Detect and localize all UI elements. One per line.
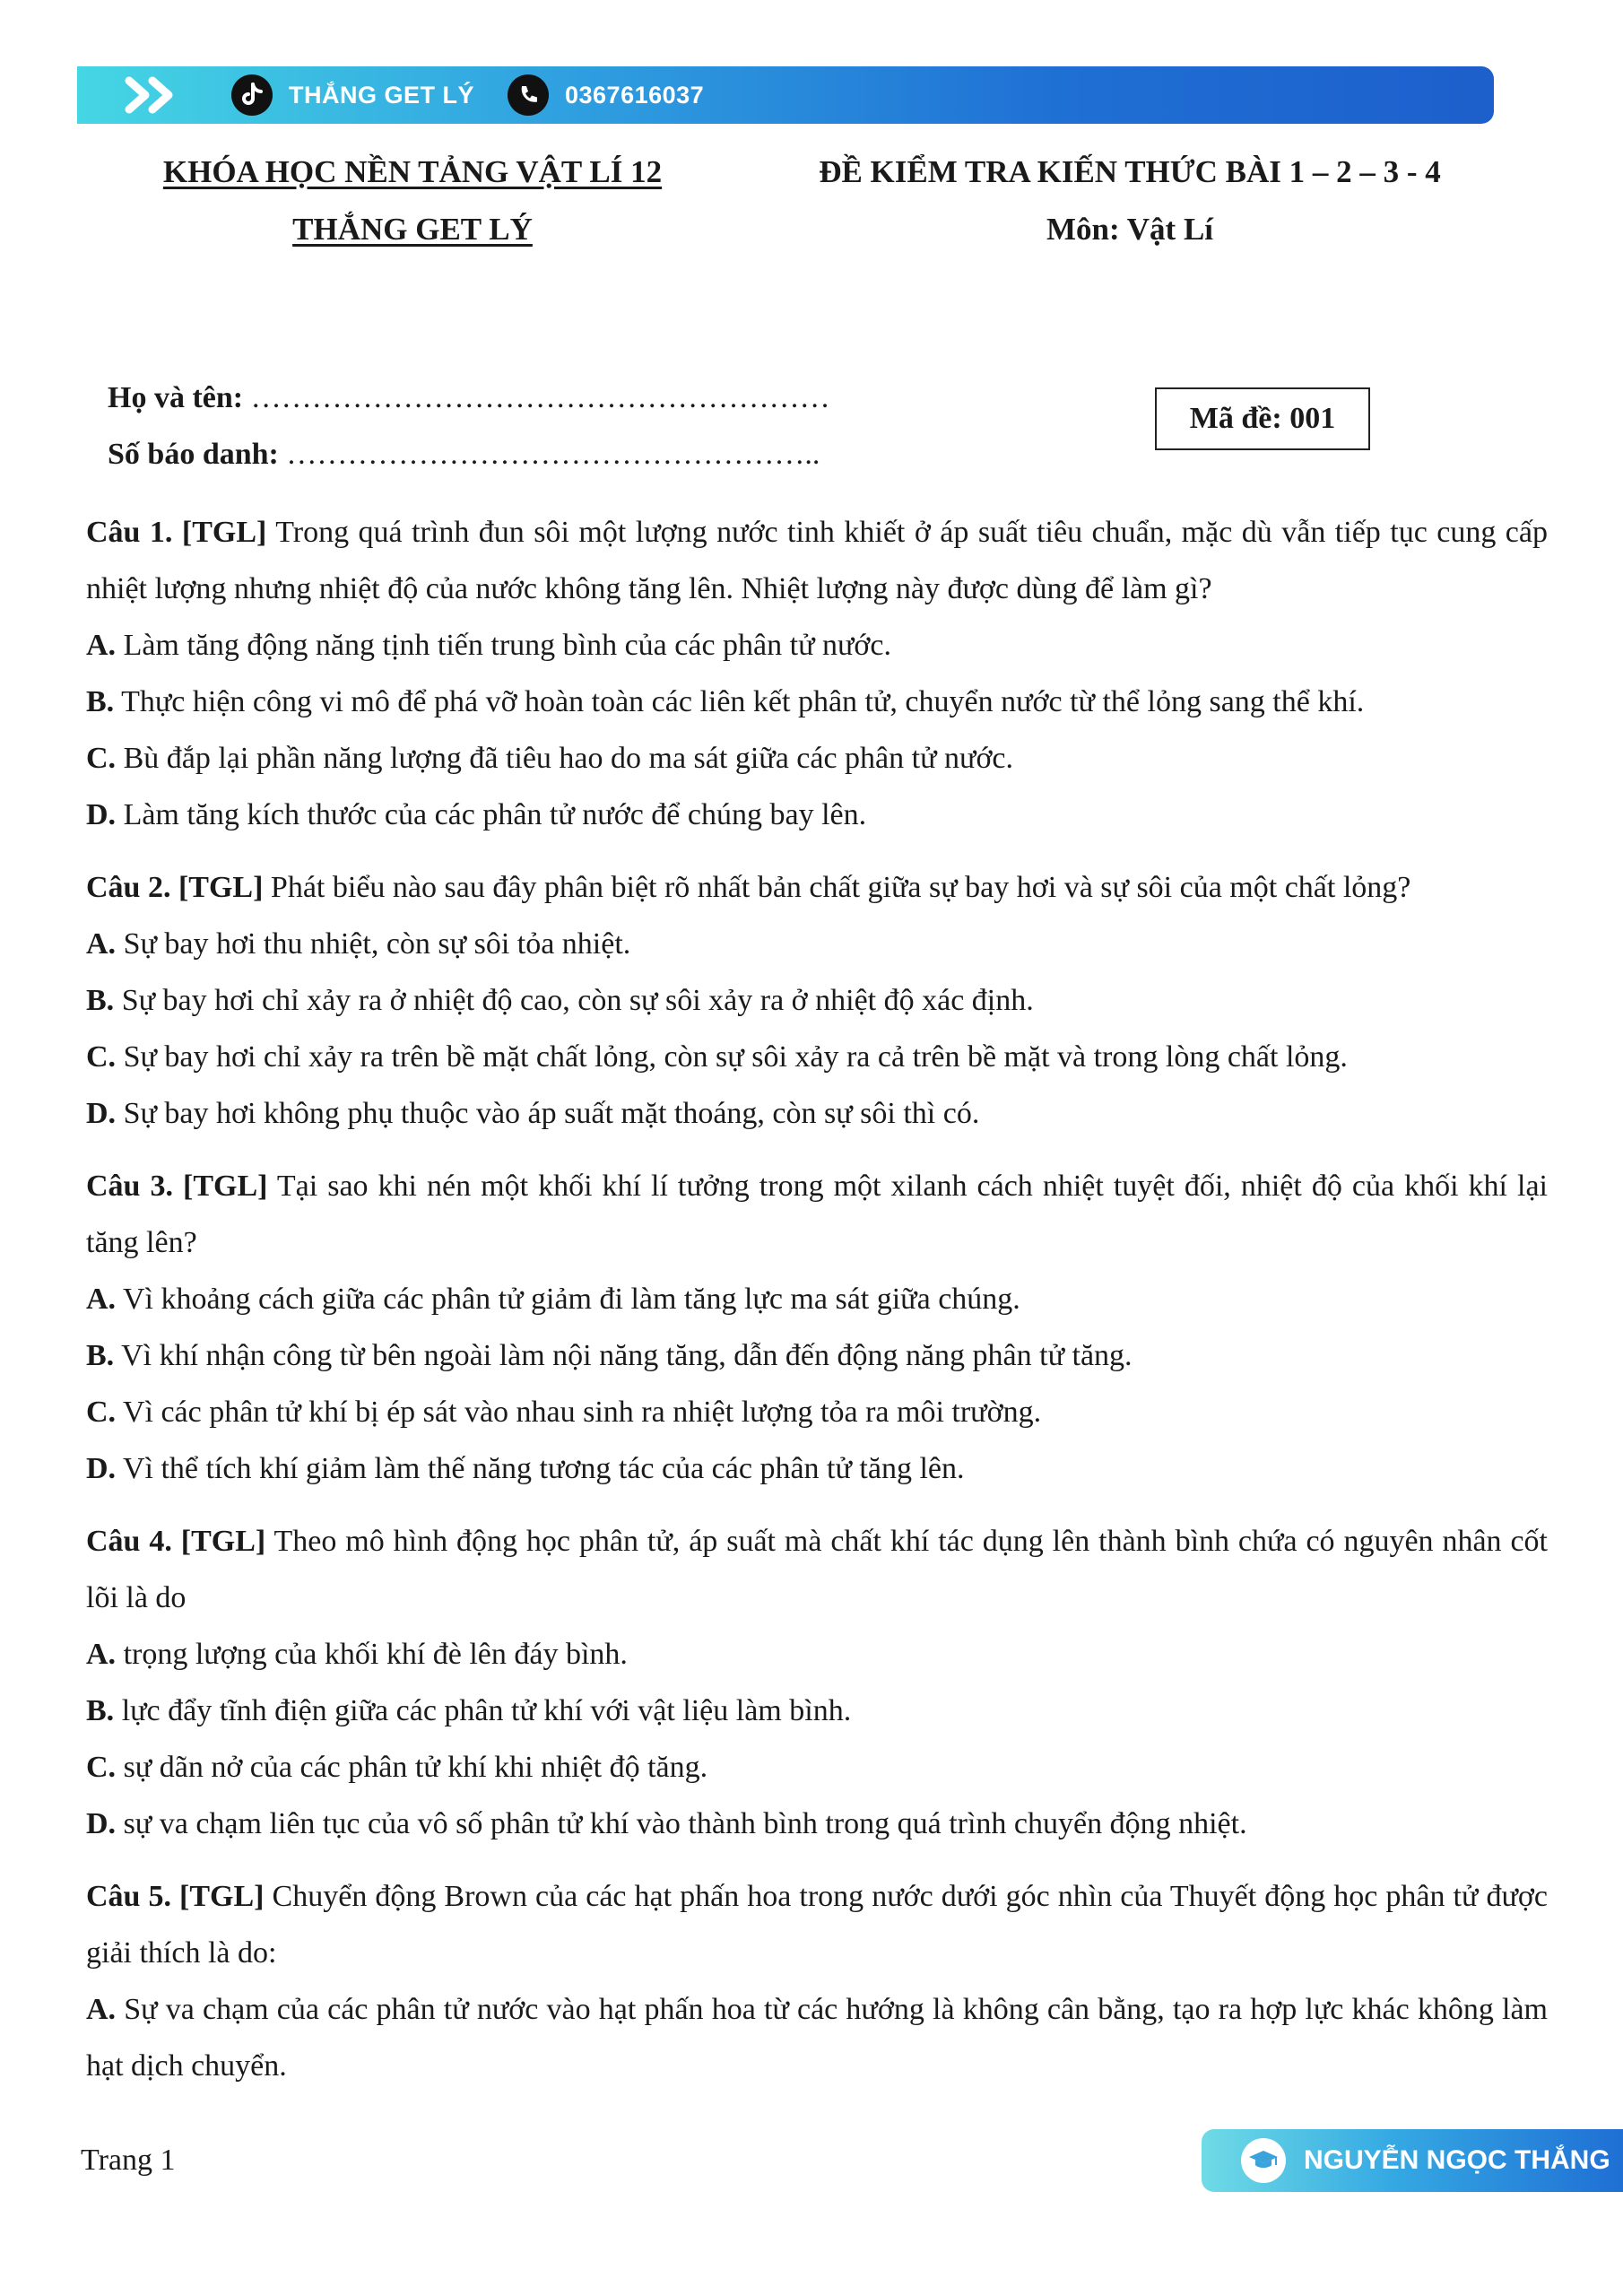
option-c[interactable] — [86, 1739, 1548, 1796]
question-stem — [86, 859, 1548, 916]
option-text: Làm tăng động năng tịnh tiến trung bình của các phân tử nước. — [116, 629, 892, 662]
option-text: Sự bay hơi chỉ xảy ra trên bề mặt chất lỏng, còn sự sôi xảy ra cả trên bề mặt và trong lòng chất lỏng. — [116, 1040, 1348, 1074]
phone-label: 0367616037 — [565, 81, 705, 109]
option-c[interactable] — [86, 730, 1548, 787]
tiktok-icon — [231, 74, 273, 116]
option-letter: A. — [86, 1993, 117, 2026]
author-badge — [1202, 2129, 1623, 2192]
option-text: Vì các phân tử khí bị ép sát vào nhau sinh ra nhiệt lượng tỏa ra môi trường. — [116, 1396, 1042, 1429]
option-letter: D. — [86, 798, 117, 831]
page-number: Trang 1 — [81, 2144, 176, 2177]
question-text: Chuyển động Brown của các hạt phấn hoa trong nước dưới góc nhìn của Thuyết động học phân tử được giải thích là do: — [86, 1880, 1548, 1970]
option-a[interactable] — [86, 1271, 1548, 1327]
course-teacher: THẮNG GET LÝ — [292, 212, 533, 247]
option-text: Vì khoảng cách giữa các phân tử giảm đi làm tăng lực ma sát giữa chúng. — [116, 1283, 1020, 1316]
option-letter: B. — [86, 1694, 115, 1727]
option-letter: C. — [86, 1751, 117, 1784]
option-text: lực đẩy tĩnh điện giữa các phân tử khí với vật liệu làm bình. — [114, 1694, 852, 1727]
id-dots: …………………………………………….. — [278, 438, 820, 471]
option-d[interactable] — [86, 787, 1548, 843]
top-banner — [77, 66, 1494, 124]
tiktok-label: THẮNG GET LÝ — [289, 81, 474, 109]
option-text: Sự va chạm của các phân tử nước vào hạt phấn hoa từ các hướng là không cân bằng, tạo ra hợp lực khác không làm hạt dịch chuyển. — [86, 1993, 1548, 2083]
question-label: Câu 3. [TGL] — [86, 1170, 268, 1203]
option-b[interactable] — [86, 1683, 1548, 1739]
option-b[interactable] — [86, 674, 1548, 730]
option-b[interactable] — [86, 1327, 1548, 1384]
graduation-cap-icon — [1241, 2138, 1286, 2183]
option-letter: A. — [86, 927, 117, 961]
question-3 — [86, 1158, 1548, 1497]
author-name: NGUYỄN NGỌC THẮNG — [1304, 2145, 1610, 2175]
option-letter: D. — [86, 1097, 117, 1130]
option-text: Thực hiện công vi mô để phá vỡ hoàn toàn các liên kết phân tử, chuyển nước từ thể lỏng sang thể khí. — [114, 685, 1365, 718]
tiktok-link[interactable] — [231, 75, 474, 115]
option-letter: D. — [86, 1807, 117, 1840]
option-text: trọng lượng của khối khí đè lên đáy bình. — [116, 1638, 628, 1671]
option-letter: D. — [86, 1452, 117, 1485]
option-text: sự va chạm liên tục của vô số phân tử khí vào thành bình trong quá trình chuyển động nhiệt. — [116, 1807, 1247, 1840]
option-a[interactable] — [86, 1626, 1548, 1683]
name-dots: ………………………………………………… — [243, 381, 830, 414]
question-label: Câu 5. [TGL] — [86, 1880, 265, 1913]
question-stem — [86, 1868, 1548, 1981]
question-text: Theo mô hình động học phân tử, áp suất mà chất khí tác dụng lên thành bình chứa có nguyên nhân cốt lõi là do — [86, 1525, 1548, 1614]
option-text: sự dãn nở của các phân tử khí khi nhiệt độ tăng. — [116, 1751, 708, 1784]
option-text: Bù đắp lại phần năng lượng đã tiêu hao do ma sát giữa các phân tử nước. — [116, 742, 1014, 775]
question-text: Phát biểu nào sau đây phân biệt rõ nhất bản chất giữa sự bay hơi và sự sôi của một chất lỏng? — [263, 871, 1411, 904]
id-field[interactable] — [108, 438, 820, 472]
option-letter: A. — [86, 1638, 117, 1671]
course-title: KHÓA HỌC NỀN TẢNG VẬT LÍ 12 — [162, 154, 663, 189]
option-text: Sự bay hơi không phụ thuộc vào áp suất mặt thoáng, còn sự sôi thì có. — [116, 1097, 980, 1130]
question-label: Câu 2. [TGL] — [86, 871, 264, 904]
option-a[interactable] — [86, 617, 1548, 674]
option-letter: A. — [86, 629, 117, 662]
question-stem — [86, 1513, 1548, 1626]
option-d[interactable] — [86, 1440, 1548, 1497]
name-field[interactable] — [108, 381, 830, 415]
question-stem — [86, 504, 1548, 617]
question-text: Tại sao khi nén một khối khí lí tưởng trong một xilanh cách nhiệt tuyệt đối, nhiệt độ của khối khí lại tăng lên? — [86, 1170, 1548, 1259]
option-text: Sự bay hơi thu nhiệt, còn sự sôi tỏa nhiệt. — [116, 927, 631, 961]
question-2 — [86, 859, 1548, 1142]
chevrons-icon — [124, 75, 187, 115]
name-label: Họ và tên: — [108, 381, 244, 414]
option-letter: C. — [86, 1396, 117, 1429]
option-text: Sự bay hơi chỉ xảy ra ở nhiệt độ cao, còn sự sôi xảy ra ở nhiệt độ xác định. — [114, 984, 1034, 1017]
exam-code-box: Mã đề: 001 — [1155, 387, 1370, 450]
option-d[interactable] — [86, 1085, 1548, 1142]
option-letter: C. — [86, 1040, 117, 1074]
question-5 — [86, 1868, 1548, 2094]
option-c[interactable] — [86, 1029, 1548, 1085]
option-a[interactable] — [86, 916, 1548, 972]
phone-link[interactable] — [508, 75, 704, 115]
question-list — [86, 504, 1548, 2110]
option-text: Làm tăng kích thước của các phân tử nước để chúng bay lên. — [116, 798, 867, 831]
phone-icon — [508, 74, 549, 116]
question-text: Trong quá trình đun sôi một lượng nước tinh khiết ở áp suất tiêu chuẩn, mặc dù vẫn tiếp tục cung cấp nhiệt lượng nhưng nhiệt độ của nước không tăng lên. Nhiệt lượng này được dùng để làm gì? — [86, 516, 1548, 605]
option-letter: C. — [86, 742, 117, 775]
option-letter: B. — [86, 984, 115, 1017]
id-label: Số báo danh: — [108, 438, 279, 471]
option-letter: B. — [86, 1339, 115, 1372]
question-1 — [86, 504, 1548, 843]
question-label: Câu 1. [TGL] — [86, 516, 267, 549]
option-a[interactable] — [86, 1981, 1548, 2094]
option-text: Vì khí nhận công từ bên ngoài làm nội năng tăng, dẫn đến động năng phân tử tăng. — [114, 1339, 1133, 1372]
option-b[interactable] — [86, 972, 1548, 1029]
exam-title: ĐỀ KIỂM TRA KIẾN THỨC BÀI 1 – 2 – 3 - 4 — [819, 154, 1441, 189]
option-c[interactable] — [86, 1384, 1548, 1440]
option-text: Vì thể tích khí giảm làm thế năng tương tác của các phân tử tăng lên. — [116, 1452, 965, 1485]
option-letter: A. — [86, 1283, 117, 1316]
option-letter: B. — [86, 685, 115, 718]
option-d[interactable] — [86, 1796, 1548, 1852]
question-4 — [86, 1513, 1548, 1852]
exam-subject: Môn: Vật Lí — [1046, 212, 1214, 247]
question-label: Câu 4. [TGL] — [86, 1525, 266, 1558]
question-stem — [86, 1158, 1548, 1271]
